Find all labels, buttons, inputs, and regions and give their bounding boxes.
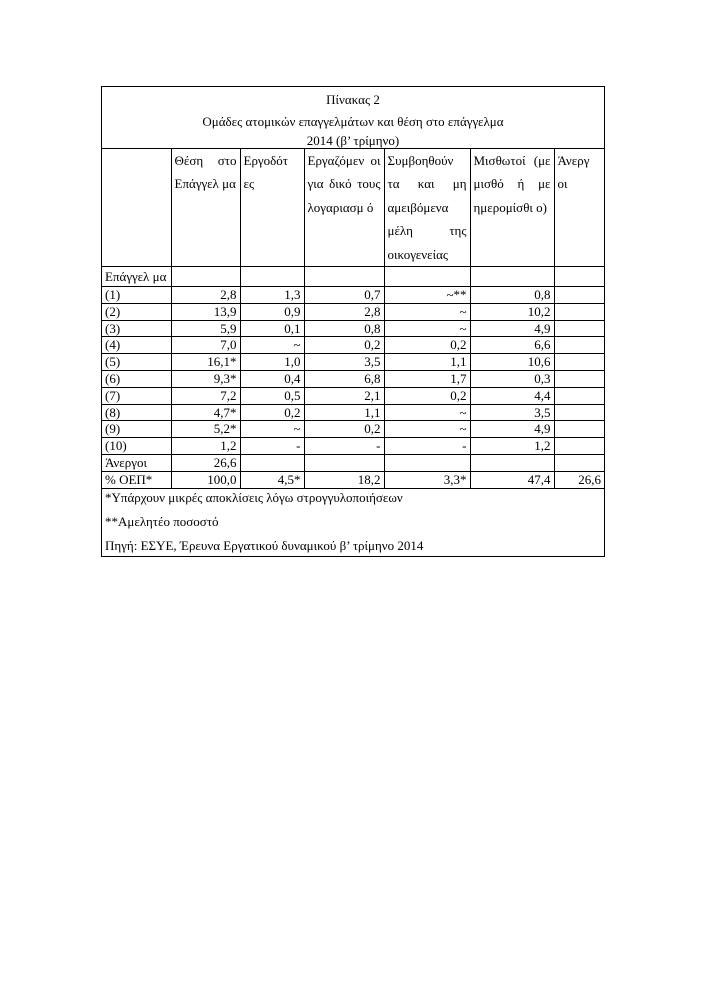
data-cell: 3,5	[304, 354, 384, 371]
table-number: Πίνακας 2	[326, 92, 380, 107]
header-row	[102, 149, 604, 267]
data-cell: 0,5	[240, 387, 304, 404]
data-cell	[554, 387, 604, 404]
data-cell: 13,9	[171, 303, 240, 320]
data-cell: 6,8	[304, 371, 384, 388]
data-cell: 0,2	[240, 404, 304, 421]
table-row	[102, 421, 604, 438]
section-row	[102, 267, 604, 287]
section-empty-cell	[304, 267, 384, 287]
header-cell-5: Μισθωτοί (με μισθό ή με ημερομίσθι ο)	[470, 149, 554, 267]
data-cell: 9,3*	[171, 371, 240, 388]
table-row	[102, 320, 604, 337]
data-cell	[384, 455, 470, 472]
table-row	[102, 471, 604, 488]
data-cell	[554, 438, 604, 455]
section-empty-cell	[240, 267, 304, 287]
data-cell: -	[384, 438, 470, 455]
data-cell: 10,6	[470, 354, 554, 371]
row-label: (1)	[102, 287, 171, 304]
data-cell: 1,2	[171, 438, 240, 455]
data-cell: 1,0	[240, 354, 304, 371]
data-cell: 3,3*	[384, 471, 470, 488]
data-cell: 3,5	[470, 404, 554, 421]
table-row	[102, 438, 604, 455]
data-cell: 0,2	[304, 337, 384, 354]
data-cell	[240, 455, 304, 472]
data-cell: -	[240, 438, 304, 455]
data-cell: 100,0	[171, 471, 240, 488]
data-cell: ~**	[384, 287, 470, 304]
table-row	[102, 337, 604, 354]
header-cell-6: Άνεργ οι	[554, 149, 604, 267]
data-cell: ~	[384, 421, 470, 438]
data-cell: 1,1	[304, 404, 384, 421]
data-cell: ~	[384, 320, 470, 337]
data-cell: 1,3	[240, 287, 304, 304]
data-cell: 4,9	[470, 320, 554, 337]
data-cell: 0,8	[304, 320, 384, 337]
row-label: (5)	[102, 354, 171, 371]
data-cell: 0,4	[240, 371, 304, 388]
data-cell: 0,7	[304, 287, 384, 304]
data-cell: 0,2	[384, 337, 470, 354]
data-cell	[554, 337, 604, 354]
data-cell: 18,2	[304, 471, 384, 488]
data-cell: 0,2	[304, 421, 384, 438]
header-cell-1: Θέση στο Επάγγελ μα	[171, 149, 240, 267]
data-cell: 7,2	[171, 387, 240, 404]
data-cell: 0,9	[240, 303, 304, 320]
data-cell: 7,0	[171, 337, 240, 354]
row-label: (6)	[102, 371, 171, 388]
table-frame	[101, 86, 605, 557]
data-cell: 1,2	[470, 438, 554, 455]
data-cell: 0,3	[470, 371, 554, 388]
data-cell: 2,1	[304, 387, 384, 404]
note-source: Πηγή: ΕΣΥΕ, Έρευνα Εργατικού δυναμικού β’ τρίμηνο 2014	[105, 537, 424, 553]
data-table	[102, 148, 604, 489]
table-row	[102, 287, 604, 304]
row-label: (4)	[102, 337, 171, 354]
data-cell: 0,2	[384, 387, 470, 404]
table-title-block	[102, 87, 604, 148]
data-cell	[554, 371, 604, 388]
header-cell-3: Εργαζόμεν οι για δικό τους λογαριασμ ό	[304, 149, 384, 267]
data-cell: -	[304, 438, 384, 455]
table-row	[102, 387, 604, 404]
row-label: % ΟΕΠ*	[102, 471, 171, 488]
row-label: Άνεργοι	[102, 455, 171, 472]
data-cell	[554, 320, 604, 337]
header-cell-2: Εργοδότ ες	[240, 149, 304, 267]
note-rounding: *Υπάρχουν μικρές αποκλίσεις λόγω στρογγυλοποιήσεων	[105, 489, 403, 505]
table-title: Ομάδες ατομικών επαγγελμάτων και θέση στο επάγγελμα	[202, 114, 504, 129]
data-cell	[554, 404, 604, 421]
data-cell: 10,2	[470, 303, 554, 320]
data-cell	[554, 303, 604, 320]
data-cell: 1,7	[384, 371, 470, 388]
data-cell	[554, 421, 604, 438]
data-cell	[554, 455, 604, 472]
data-cell: 4,7*	[171, 404, 240, 421]
data-cell: 0,8	[470, 287, 554, 304]
data-cell: 0,1	[240, 320, 304, 337]
row-label: (10)	[102, 438, 171, 455]
data-cell	[470, 455, 554, 472]
data-cell: 16,1*	[171, 354, 240, 371]
data-cell: 5,9	[171, 320, 240, 337]
table-row	[102, 404, 604, 421]
row-label: (3)	[102, 320, 171, 337]
data-cell: 1,1	[384, 354, 470, 371]
data-cell: 26,6	[171, 455, 240, 472]
table-row	[102, 303, 604, 320]
note-negligible: **Αμελητέο ποσοστό	[105, 513, 219, 529]
section-empty-cell	[171, 267, 240, 287]
table-row	[102, 354, 604, 371]
section-empty-cell	[470, 267, 554, 287]
data-cell: 2,8	[304, 303, 384, 320]
header-cell-4: Συμβοηθούν τα και μη αμειβόμενα μέλη της οικογενείας	[384, 149, 470, 267]
section-empty-cell	[384, 267, 470, 287]
data-cell: 4,9	[470, 421, 554, 438]
data-cell: 4,4	[470, 387, 554, 404]
table-row	[102, 455, 604, 472]
row-label: (7)	[102, 387, 171, 404]
section-empty-cell	[554, 267, 604, 287]
table-period: 2014 (β’ τρίμηνο)	[306, 133, 400, 148]
data-cell: 26,6	[554, 471, 604, 488]
table-notes	[102, 490, 604, 554]
data-cell: ~	[240, 337, 304, 354]
data-cell: ~	[384, 404, 470, 421]
data-cell: 47,4	[470, 471, 554, 488]
data-cell: ~	[240, 421, 304, 438]
data-cell: 6,6	[470, 337, 554, 354]
row-label: (9)	[102, 421, 171, 438]
row-label: (8)	[102, 404, 171, 421]
header-cell-0	[102, 149, 171, 267]
data-cell: 4,5*	[240, 471, 304, 488]
data-cell	[304, 455, 384, 472]
data-cell: 5,2*	[171, 421, 240, 438]
data-cell	[554, 287, 604, 304]
data-cell: ~	[384, 303, 470, 320]
data-cell: 2,8	[171, 287, 240, 304]
row-label: (2)	[102, 303, 171, 320]
table-row	[102, 371, 604, 388]
section-label: Επάγγελ μα	[102, 267, 171, 287]
data-cell	[554, 354, 604, 371]
